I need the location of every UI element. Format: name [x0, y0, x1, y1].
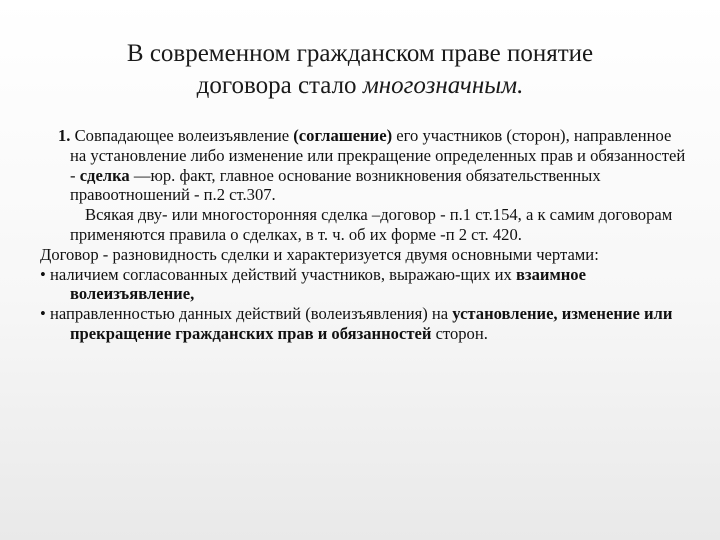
paragraph-1-text-a: Совпадающее волеизъявление [74, 126, 294, 145]
paragraph-1-text-e: —юр. факт, главное основание возникновения обязательственных правоотношений - п.2 ст.307. [70, 165, 601, 205]
paragraph-2: Всякая дву- или многосторонняя сделка –договор - п.1 ст.154, а к самим договорам применяются правила о сделках, в т. ч. об их форме -п 2 ст. 420. [70, 205, 673, 244]
bullet-2-bold: установление, изменение или прекращение гражданских прав и обязанностей [70, 304, 673, 343]
bullet-2-text-end: сторон. [431, 323, 488, 343]
slide-title [60, 38, 660, 102]
title-line-2 [60, 70, 660, 102]
paragraph-1-text-c: его участников (сторон), направленное на установление либо изменение или прекращение определенных прав и обязанностей - [70, 126, 686, 185]
paragraph-1-bold-deal: сделка [79, 165, 130, 185]
title-line-1: В современном гражданском праве понятие [126, 40, 594, 67]
bullet-item-1 [40, 265, 690, 305]
title-italic-word: многозначным. [362, 72, 524, 99]
bullet-2-text: направленностью данных действий (волеизъявления) на [49, 304, 453, 324]
title-line-2-text: договора стало [196, 72, 363, 99]
paragraph-1-bold-agreement: (соглашение) [293, 126, 393, 145]
paragraph-1-number: 1. [58, 126, 75, 145]
slide-body [40, 126, 690, 344]
bullet-1-bold: взаимное волеизъявление, [70, 264, 586, 304]
paragraph-3: Договор - разновидность сделки и характеризуется двумя основными чертами: [40, 244, 599, 264]
bullet-item-2 [40, 304, 690, 344]
bullet-marker: • [40, 304, 50, 324]
bullet-marker: • [40, 264, 50, 284]
paragraph-1 [40, 126, 690, 205]
bullet-1-text: наличием согласованных действий участников, выражаю-щих их [49, 264, 516, 284]
